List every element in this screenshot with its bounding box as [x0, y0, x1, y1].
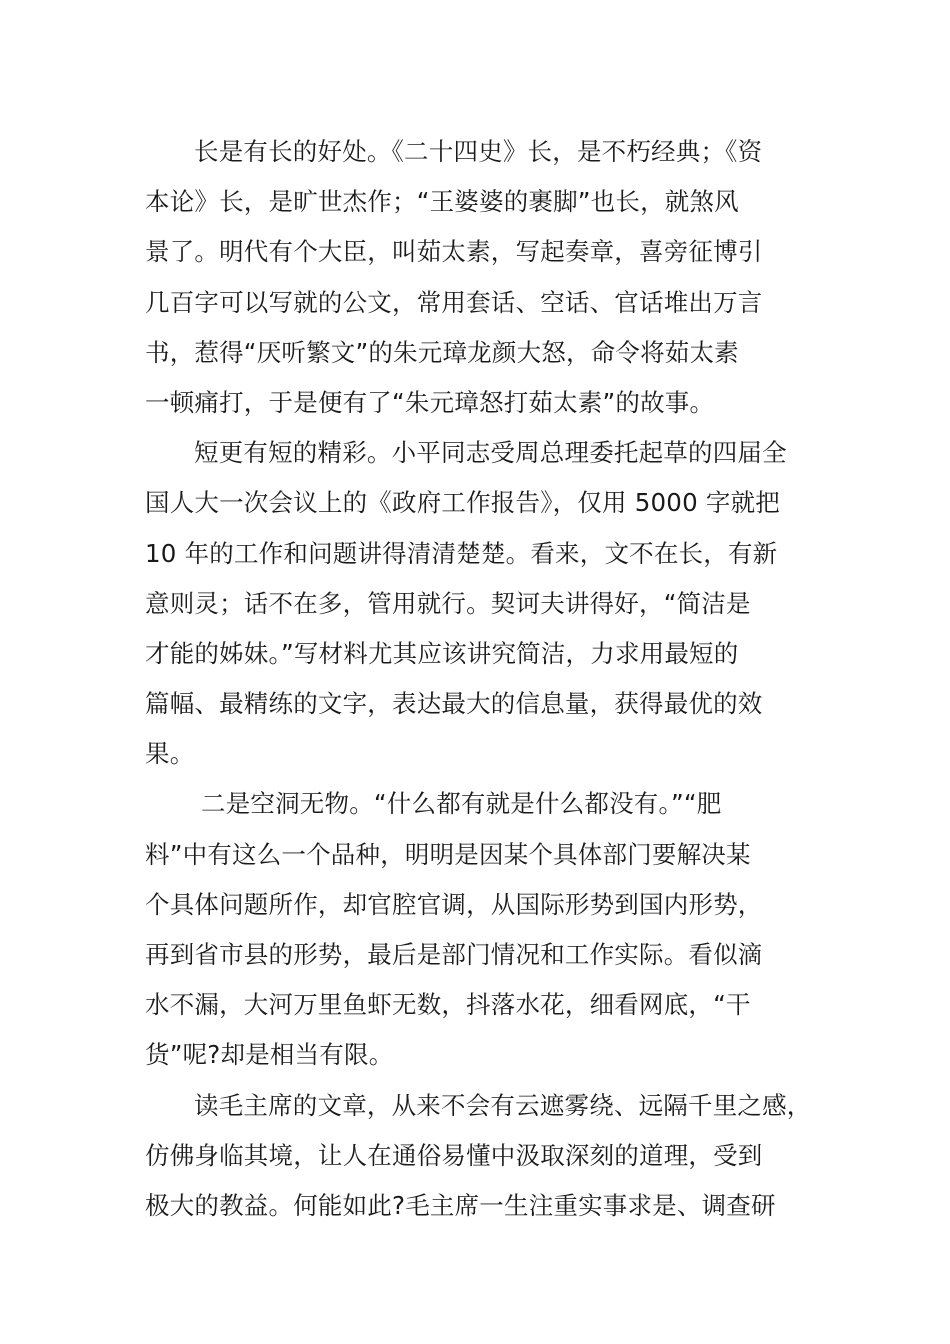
text-line: 意则灵；话不在多，管用就行。契诃夫讲得好，“简洁是	[145, 588, 751, 618]
text-line: 料”中有这么一个品种，明明是因某个具体部门要解决某	[145, 839, 751, 869]
text-line: 书，惹得“厌听繁文”的朱元璋龙颜大怒，命令将茹太素	[145, 337, 739, 367]
text-line: 一顿痛打，于是便有了“朱元璋怒打茹太素”的故事。	[145, 387, 715, 417]
text-line: 本论》长，是旷世杰作；“王婆婆的裹脚”也长，就煞风	[145, 187, 739, 217]
text-line: 国人大一次会议上的《政府工作报告》，仅用 5000 字就把	[145, 488, 780, 518]
text-line: 读毛主席的文章，从来不会有云遮雾绕、远隔千里之感，	[194, 1090, 812, 1120]
text-line: 长是有长的好处。《二十四史》长，是不朽经典；《资	[194, 137, 763, 166]
body-text	[145, 127, 817, 1231]
text-line: 二是空洞无物。“什么都有就是什么都没有。”“肥	[201, 789, 722, 819]
text-line: 极大的教益。何能如此?毛主席一生注重实事求是、调查研	[145, 1190, 776, 1220]
text-line: 个具体问题所作，却官腔官调，从国际形势到国内形势，	[145, 889, 763, 919]
text-line: 才能的姊妹。”写材料尤其应该讲究简洁，力求用最短的	[145, 638, 739, 668]
text-line: 货”呢?却是相当有限。	[145, 1040, 394, 1070]
text-line: 短更有短的精彩。小平同志受周总理委托起草的四届全	[194, 438, 787, 468]
text-line: 10 年的工作和问题讲得清清楚楚。看来，文不在长，有新	[145, 538, 778, 568]
text-line: 几百字可以写就的公文，常用套话、空话、官话堆出万言	[145, 287, 763, 317]
text-line: 篇幅、最精练的文字，表达最大的信息量，获得最优的效	[145, 689, 763, 719]
text-line: 再到省市县的形势，最后是部门情况和工作实际。看似滴	[145, 940, 763, 969]
text-line: 仿佛身临其境，让人在通俗易懂中汲取深刻的道理，受到	[145, 1140, 763, 1170]
text-line: 景了。明代有个大臣，叫茹太素，写起奏章，喜旁征博引	[145, 237, 763, 267]
text-line: 果。	[145, 739, 195, 769]
text-line: 水不漏，大河万里鱼虾无数，抖落水花，细看网底，“干	[145, 990, 751, 1020]
